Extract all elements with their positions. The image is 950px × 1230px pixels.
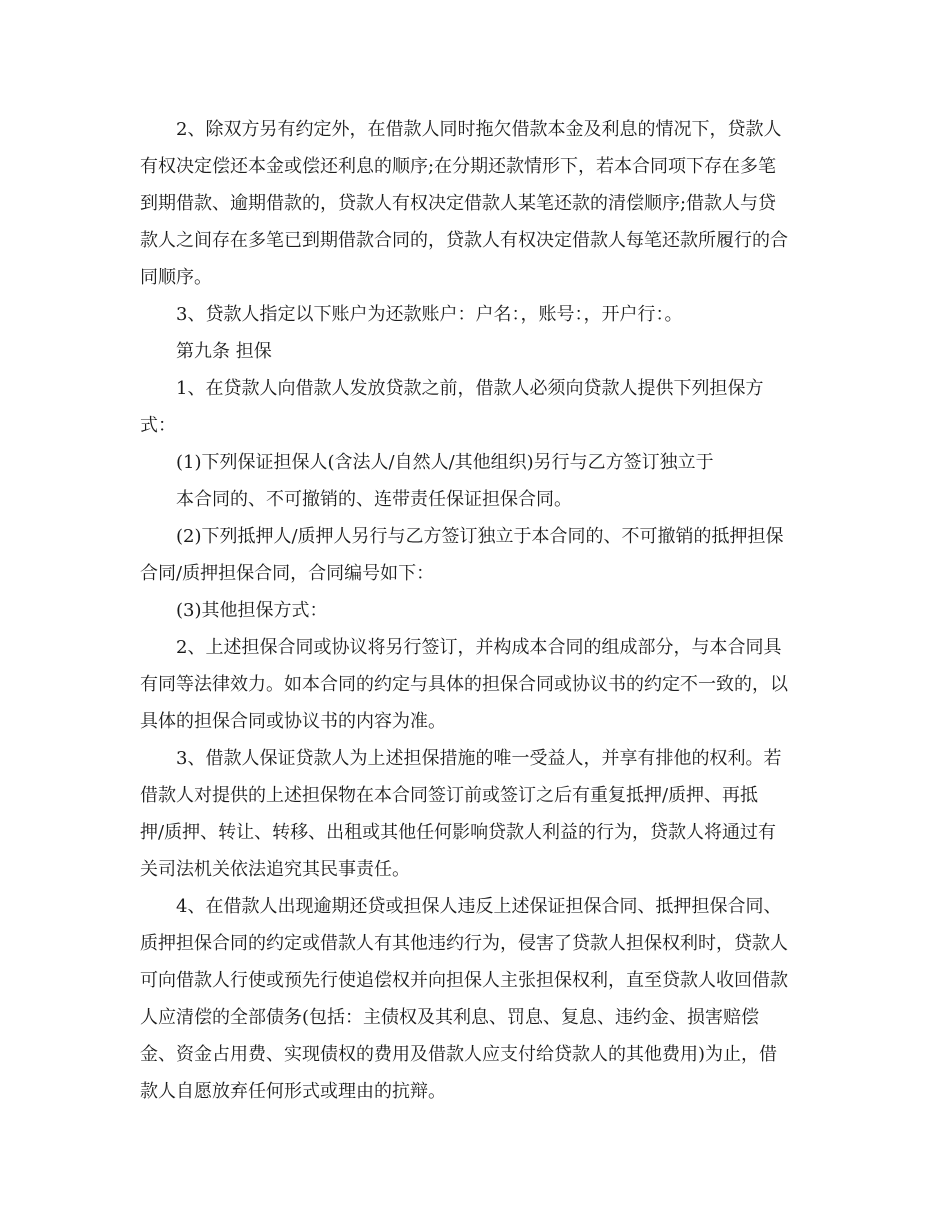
- clause-9-1-item-3-line-1: (3)其他担保方式：: [176, 600, 328, 621]
- clause-9-2-line-3: 具体的担保合同或协议书的内容为准。: [140, 711, 446, 732]
- clause-9-4-line-2: 质押担保合同的约定或借款人有其他违约行为，侵害了贷款人担保权利时，贷款人: [140, 933, 788, 954]
- clause-9-4-line-4: 人应清偿的全部债务(包括：主债权及其利息、罚息、复息、违约金、损害赔偿: [140, 1007, 760, 1028]
- clause-9-4-line-5: 金、资金占用费、实现债权的费用及借款人应支付给贷款人的其他费用)为止，借: [140, 1044, 778, 1065]
- clause-9-4-line-1: 4、在借款人出现逾期还贷或担保人违反上述保证担保合同、抵押担保合同、: [176, 896, 782, 917]
- section-heading-article-9: 第九条 担保: [176, 341, 272, 362]
- clause-9-1-item-2-line-1: (2)下列抵押人/质押人另行与乙方签订独立于本合同的、不可撤销的抵押担保: [176, 526, 784, 547]
- clause-8-2-line-2: 有权决定偿还本金或偿还利息的顺序;在分期还款情形下，若本合同项下存在多笔: [140, 156, 777, 177]
- clause-9-1-item-2-line-2: 合同/质押担保合同，合同编号如下：: [140, 563, 435, 584]
- clause-9-1-line-2: 式：: [140, 415, 176, 436]
- clause-9-1-line-1: 1、在贷款人向借款人发放贷款之前，借款人必须向贷款人提供下列担保方: [176, 378, 764, 399]
- clause-9-2-line-1: 2、上述担保合同或协议将另行签订，并构成本合同的组成部分，与本合同具: [176, 637, 782, 658]
- clause-9-3-line-1: 3、借款人保证贷款人为上述担保措施的唯一受益人，并享有排他的权利。若: [176, 748, 782, 769]
- clause-9-2-line-2: 有同等法律效力。如本合同的约定与具体的担保合同或协议书的约定不一致的，以: [140, 674, 788, 695]
- clause-9-3-line-2: 借款人对提供的上述担保物在本合同签订前或签订之后有重复抵押/质押、再抵: [140, 785, 759, 806]
- clause-9-4-line-6: 款人自愿放弃任何形式或理由的抗辩。: [140, 1081, 446, 1102]
- clause-9-1-item-1-line-1: (1)下列保证担保人(含法人/自然人/其他组织)另行与乙方签订独立于: [176, 452, 714, 473]
- clause-8-2-line-1: 2、除双方另有约定外，在借款人同时拖欠借款本金及利息的情况下，贷款人: [176, 119, 782, 140]
- clause-8-3-line-1: 3、贷款人指定以下账户为还款账户：户名：，账号：，开户行：。: [176, 304, 683, 325]
- clause-9-3-line-4: 关司法机关依法追究其民事责任。: [140, 859, 410, 880]
- clause-9-3-line-3: 押/质押、转让、转移、出租或其他任何影响贷款人利益的行为，贷款人将通过有: [140, 822, 777, 843]
- clause-9-4-line-3: 可向借款人行使或预先行使追偿权并向担保人主张担保权利，直至贷款人收回借款: [140, 970, 788, 991]
- clause-9-1-item-1-line-2: 本合同的、不可撤销的、连带责任保证担保合同。: [176, 489, 572, 510]
- clause-8-2-line-3: 到期借款、逾期借款的，贷款人有权决定借款人某笔还款的清偿顺序;借款人与贷: [140, 193, 777, 214]
- clause-8-2-line-4: 款人之间存在多笔已到期借款合同的，贷款人有权决定借款人每笔还款所履行的合: [140, 230, 788, 251]
- clause-8-2-line-5: 同顺序。: [140, 267, 212, 288]
